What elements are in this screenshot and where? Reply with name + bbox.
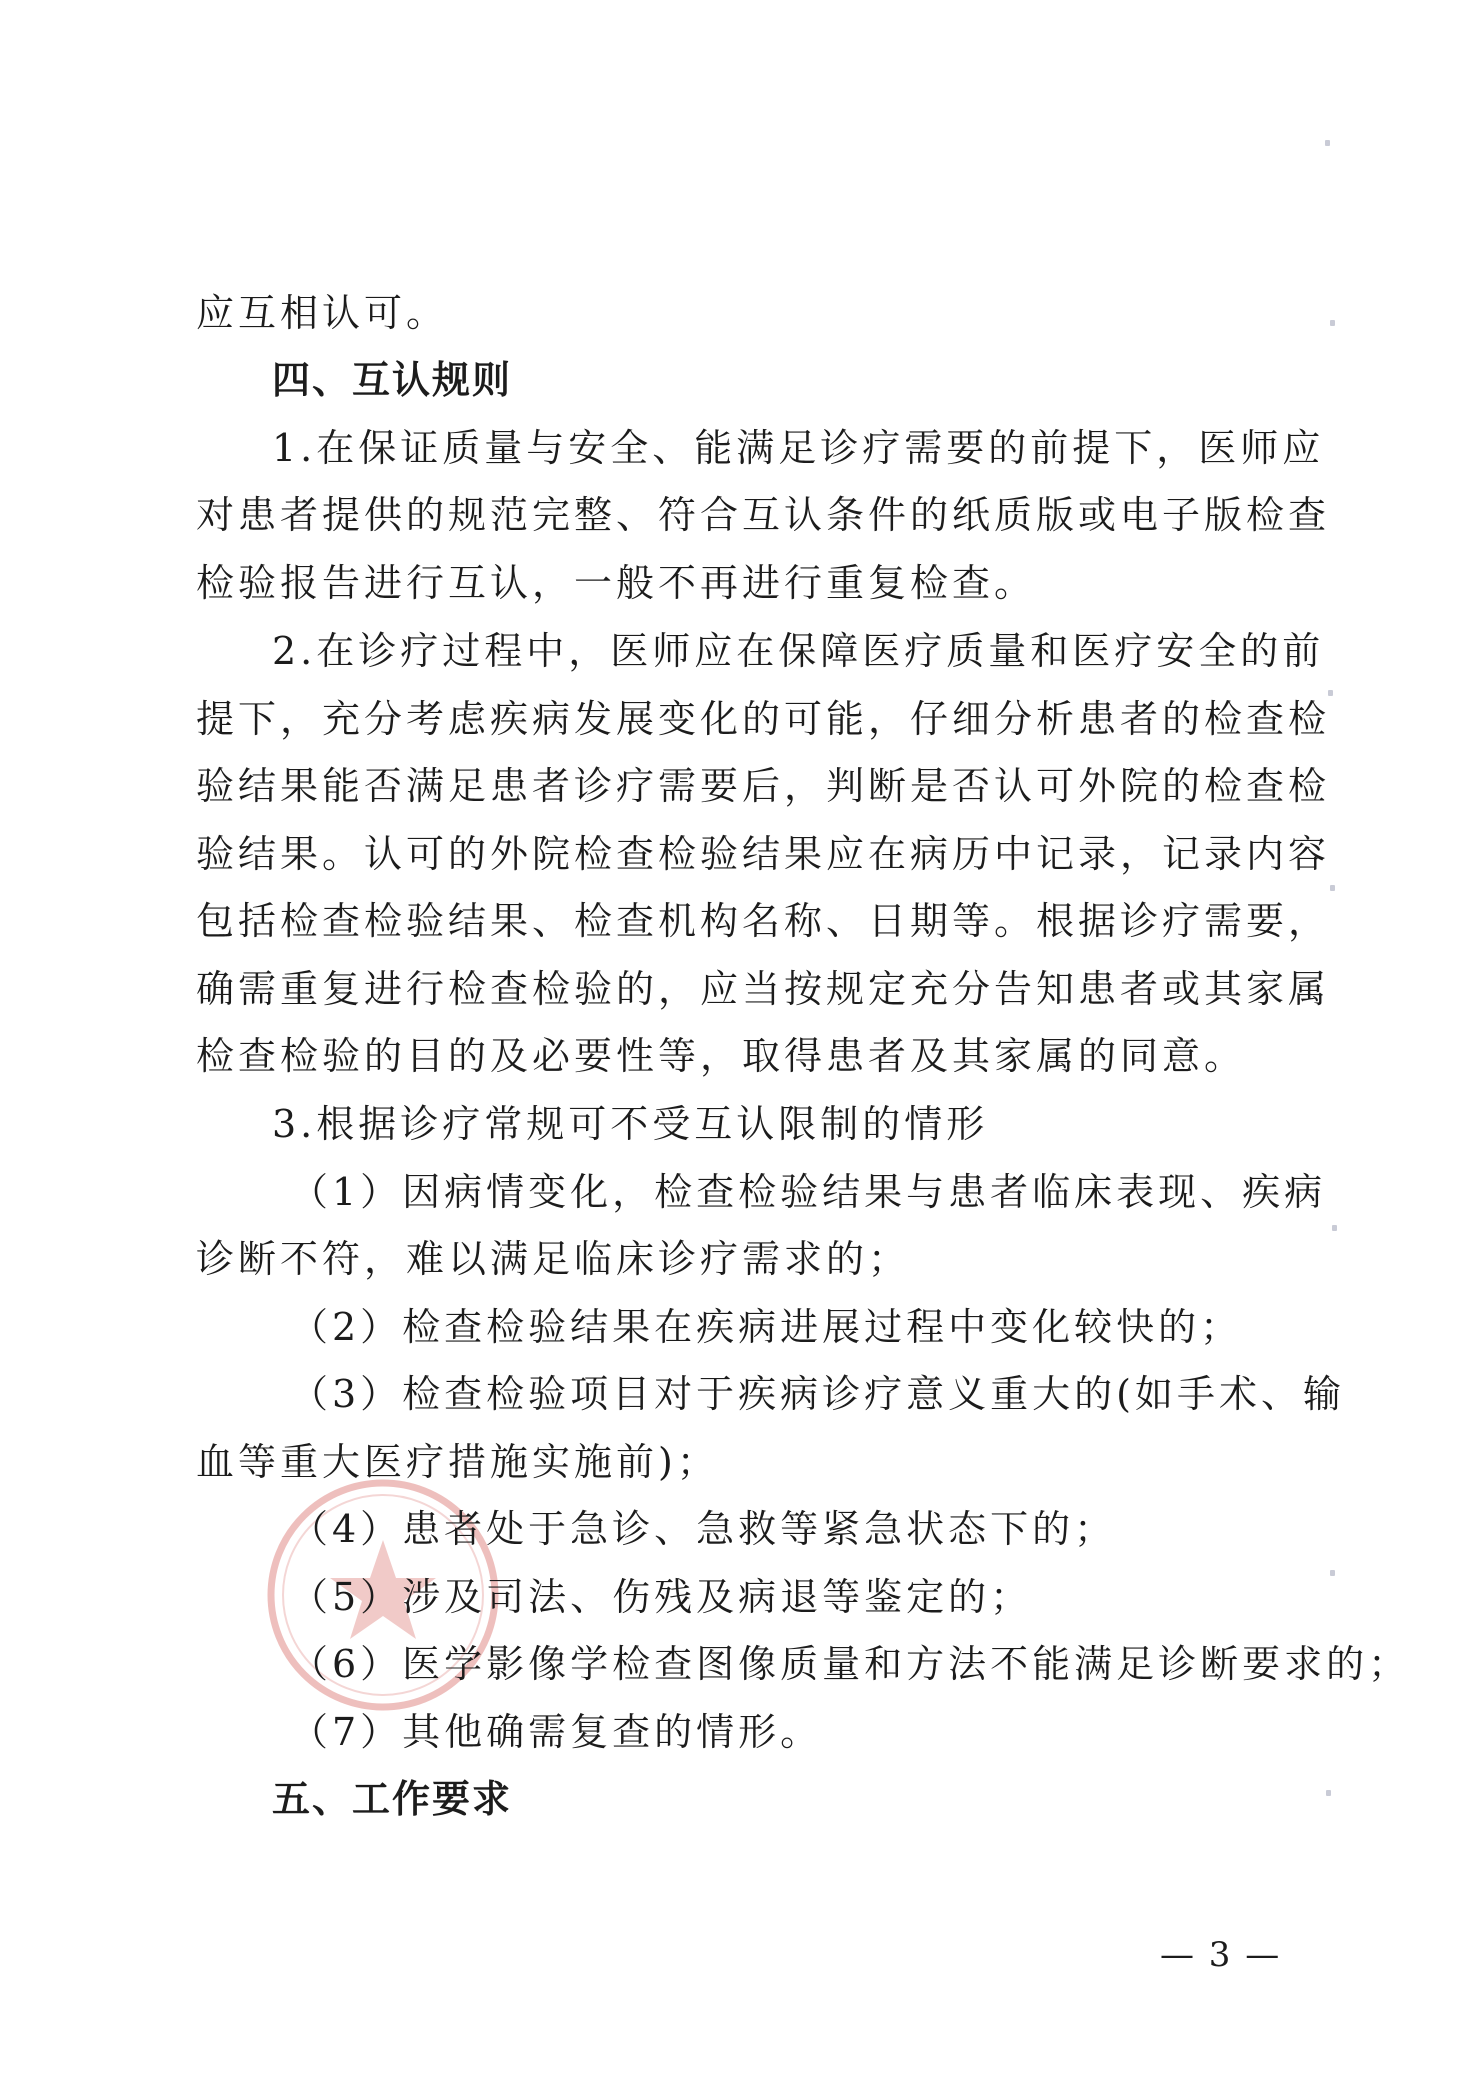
scan-speck bbox=[1325, 140, 1330, 146]
paragraph-line: 验结果。认可的外院检查检验结果应在病历中记录，记录内容 bbox=[196, 832, 1331, 876]
paragraph-line: 2.在诊疗过程中，医师应在保障医疗质量和医疗安全的前 bbox=[272, 629, 1325, 673]
paragraph-line: 1.在保证质量与安全、能满足诊疗需要的前提下，医师应 bbox=[272, 426, 1325, 470]
list-item: （7）其他确需复查的情形。 bbox=[290, 1710, 823, 1754]
list-item-continuation: 诊断不符，难以满足临床诊疗需求的； bbox=[196, 1237, 911, 1281]
list-item: （4）患者处于急诊、急救等紧急状态下的； bbox=[290, 1507, 1117, 1551]
paragraph-line: 检验报告进行互认，一般不再进行重复检查。 bbox=[196, 561, 1037, 605]
paragraph-line: 提下，充分考虑疾病发展变化的可能，仔细分析患者的检查检 bbox=[196, 697, 1331, 741]
scan-speck bbox=[1326, 1790, 1331, 1796]
section-heading-4: 四、互认规则 bbox=[272, 358, 513, 402]
list-item-continuation: 血等重大医疗措施实施前)； bbox=[196, 1440, 719, 1484]
paragraph-line: 包括检查检验结果、检查机构名称、日期等。根据诊疗需要， bbox=[196, 899, 1331, 943]
paragraph-line: 验结果能否满足患者诊疗需要后，判断是否认可外院的检查检 bbox=[196, 764, 1331, 808]
scan-speck bbox=[1328, 690, 1333, 696]
scan-speck bbox=[1330, 885, 1335, 891]
paragraph-line: 3.根据诊疗常规可不受互认限制的情形 bbox=[272, 1102, 989, 1146]
paragraph-line: 确需重复进行检查检验的，应当按规定充分告知患者或其家属 bbox=[196, 967, 1331, 1011]
list-item: （6）医学影像学检查图像质量和方法不能满足诊断要求的； bbox=[290, 1642, 1411, 1686]
scan-speck bbox=[1330, 1570, 1335, 1576]
paragraph-line: 对患者提供的规范完整、符合互认条件的纸质版或电子版检查 bbox=[196, 493, 1331, 537]
paragraph-line: 检查检验的目的及必要性等，取得患者及其家属的同意。 bbox=[196, 1034, 1247, 1078]
section-heading-5: 五、工作要求 bbox=[272, 1777, 513, 1821]
list-item: （5）涉及司法、伤残及病退等鉴定的； bbox=[290, 1575, 1033, 1619]
list-item: （3）检查检验项目对于疾病诊疗意义重大的(如手术、输 bbox=[290, 1372, 1346, 1416]
list-item: （2）检查检验结果在疾病进展过程中变化较快的； bbox=[290, 1305, 1243, 1349]
paragraph-line: 应互相认可。 bbox=[196, 291, 449, 335]
list-item: （1）因病情变化，检查检验结果与患者临床表现、疾病 bbox=[290, 1170, 1327, 1214]
scan-speck bbox=[1332, 1225, 1337, 1231]
page-number: — 3 — bbox=[1160, 1935, 1282, 1975]
scan-speck bbox=[1330, 320, 1335, 326]
